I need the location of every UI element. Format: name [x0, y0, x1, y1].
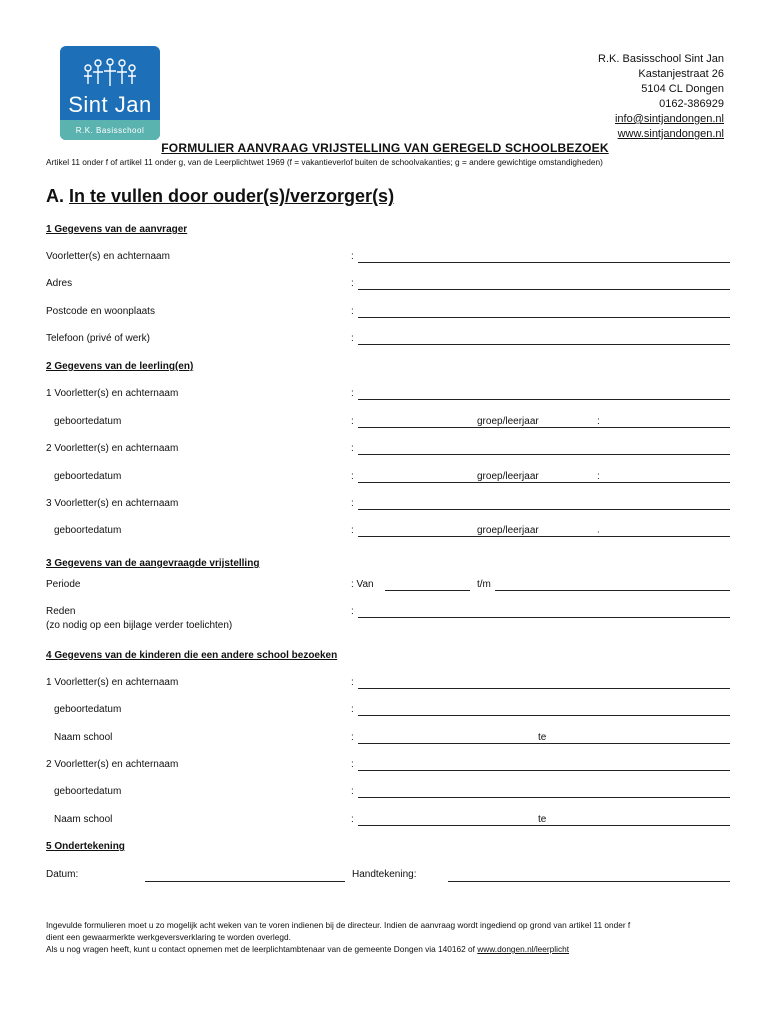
- colon: :: [351, 677, 354, 688]
- other-child-2-name-label: 2 Voorletter(s) en achternaam: [46, 759, 179, 770]
- school-phone: 0162-386929: [659, 98, 724, 110]
- period-to-label: t/m: [477, 579, 491, 590]
- other-child-1-dob-label: geboortedatum: [54, 704, 122, 715]
- other-child-2-te-label: te: [538, 814, 547, 825]
- other-child-2-dob-field[interactable]: [358, 797, 730, 798]
- form-title: FORMULIER AANVRAAG VRIJSTELLING VAN GEREGELD SCHOOLBEZOEK: [161, 141, 609, 155]
- student-3-dob-field[interactable]: [358, 536, 470, 537]
- period-to-field[interactable]: [495, 590, 730, 591]
- colon: :: [351, 306, 354, 317]
- other-child-1-name-label: 1 Voorletter(s) en achternaam: [46, 677, 179, 688]
- student-3-name-label: 3 Voorletter(s) en achternaam: [46, 498, 179, 509]
- reason-note: (zo nodig op een bijlage verder toelichten): [46, 620, 233, 631]
- other-child-2-school-label: Naam school: [54, 814, 113, 825]
- student-3-dob-label: geboortedatum: [54, 525, 122, 536]
- signature-field[interactable]: [448, 881, 730, 882]
- children-figures-icon: [82, 56, 138, 90]
- footer-line-3-text: Als u nog vragen heeft, kunt u contact opnemen met de leerplichtambtenaar van de gemeente Dongen via 140162 of: [46, 944, 478, 954]
- signature-label: Handtekening:: [352, 869, 417, 880]
- date-label: Datum:: [46, 869, 79, 880]
- colon: :: [351, 704, 354, 715]
- school-city: 5104 CL Dongen: [641, 83, 724, 95]
- colon: :: [351, 443, 354, 454]
- other-child-2-school-field[interactable]: [358, 825, 730, 826]
- student-2-group-line: [470, 482, 730, 483]
- date-field[interactable]: [145, 881, 345, 882]
- applicant-address-label: Adres: [46, 278, 73, 289]
- school-name: R.K. Basisschool Sint Jan: [598, 53, 724, 65]
- school-email-link[interactable]: info@sintjandongen.nl: [614, 113, 724, 125]
- leerplicht-link[interactable]: www.dongen.nl/leerplicht: [477, 944, 570, 954]
- student-1-name-field[interactable]: [358, 399, 730, 400]
- colon: :: [597, 471, 600, 482]
- colon: :: [351, 416, 354, 427]
- student-2-dob-field[interactable]: [358, 482, 470, 483]
- applicant-name-field[interactable]: [358, 262, 730, 263]
- colon: :: [351, 525, 354, 536]
- colon: :: [351, 732, 354, 743]
- section-1-title: 1 Gegevens van de aanvrager: [46, 224, 188, 235]
- section-2-title: 2 Gegevens van de leerling(en): [46, 361, 194, 372]
- student-2-group-label: groep/leerjaar: [477, 471, 539, 482]
- student-3-name-field[interactable]: [358, 509, 730, 510]
- student-3-group-label: groep/leerjaar: [477, 525, 539, 536]
- student-2-name-field[interactable]: [358, 454, 730, 455]
- applicant-address-field[interactable]: [358, 289, 730, 290]
- period-from-label: : Van: [351, 579, 374, 590]
- other-child-2-name-field[interactable]: [358, 770, 730, 771]
- school-logo: [60, 46, 160, 140]
- school-address: [598, 52, 724, 142]
- applicant-phone-label: Telefoon (privé of werk): [46, 333, 150, 344]
- section-3-title: 3 Gegevens van de aangevraagde vrijstelling: [46, 558, 260, 569]
- section-5-title: 5 Ondertekening: [46, 841, 125, 852]
- other-child-2-dob-label: geboortedatum: [54, 786, 122, 797]
- student-3-group-line: [470, 536, 730, 537]
- applicant-phone-field[interactable]: [358, 344, 730, 345]
- colon: :: [351, 606, 354, 617]
- other-child-1-dob-field[interactable]: [358, 715, 730, 716]
- applicant-postcode-label: Postcode en woonplaats: [46, 306, 155, 317]
- part-a-prefix: A.: [46, 186, 70, 206]
- period-from-field[interactable]: [385, 590, 470, 591]
- student-1-name-label: 1 Voorletter(s) en achternaam: [46, 388, 179, 399]
- period-label: Periode: [46, 579, 81, 590]
- part-a-heading: [46, 186, 394, 207]
- colon: :: [351, 759, 354, 770]
- other-child-1-name-field[interactable]: [358, 688, 730, 689]
- logo-subtitle: R.K. Basisschool: [75, 126, 145, 135]
- colon: :: [351, 251, 354, 262]
- colon: :: [351, 786, 354, 797]
- student-2-dob-label: geboortedatum: [54, 471, 122, 482]
- section-4-title: 4 Gegevens van de kinderen die een andere school bezoeken: [46, 650, 338, 661]
- footer-note: [46, 919, 736, 955]
- logo-name: Sint Jan: [68, 92, 152, 117]
- student-1-group-line: [470, 427, 730, 428]
- student-1-dob-field[interactable]: [358, 427, 470, 428]
- colon: :: [351, 814, 354, 825]
- colon: :: [351, 333, 354, 344]
- part-a-title: In te vullen door ouder(s)/verzorger(s): [69, 186, 395, 206]
- colon: :: [351, 498, 354, 509]
- colon: :: [351, 471, 354, 482]
- footer-line-1: Ingevulde formulieren moet u zo mogelijk acht weken van te voren indienen bij de directeur. Indien de aanvraag wordt ingediend op grond van artikel 11 onder f: [46, 920, 631, 930]
- colon: :: [351, 388, 354, 399]
- other-child-1-school-label: Naam school: [54, 732, 113, 743]
- student-1-dob-label: geboortedatum: [54, 416, 122, 427]
- other-child-1-te-label: te: [538, 732, 547, 743]
- applicant-postcode-field[interactable]: [358, 317, 730, 318]
- reason-label: Reden: [46, 606, 76, 617]
- applicant-name-label: Voorletter(s) en achternaam: [46, 251, 170, 262]
- footer-line-3: [46, 943, 736, 955]
- colon: :: [597, 416, 600, 427]
- colon: :: [351, 278, 354, 289]
- school-website-link[interactable]: www.sintjandongen.nl: [617, 128, 724, 140]
- school-street: Kastanjestraat 26: [638, 68, 724, 80]
- footer-line-2: dient een gewaarmerkte werkgeversverklaring te worden overlegd.: [46, 932, 291, 942]
- colon: :: [597, 529, 600, 540]
- form-subtitle: Artikel 11 onder f of artikel 11 onder g, van de Leerplichtwet 1969 (f = vakantieverlof buiten de schoolvakanties; g = andere gewichtige omstandigheden): [46, 157, 603, 167]
- other-child-1-school-field[interactable]: [358, 743, 730, 744]
- student-2-name-label: 2 Voorletter(s) en achternaam: [46, 443, 179, 454]
- student-1-group-label: groep/leerjaar: [477, 416, 539, 427]
- reason-field[interactable]: [358, 617, 730, 618]
